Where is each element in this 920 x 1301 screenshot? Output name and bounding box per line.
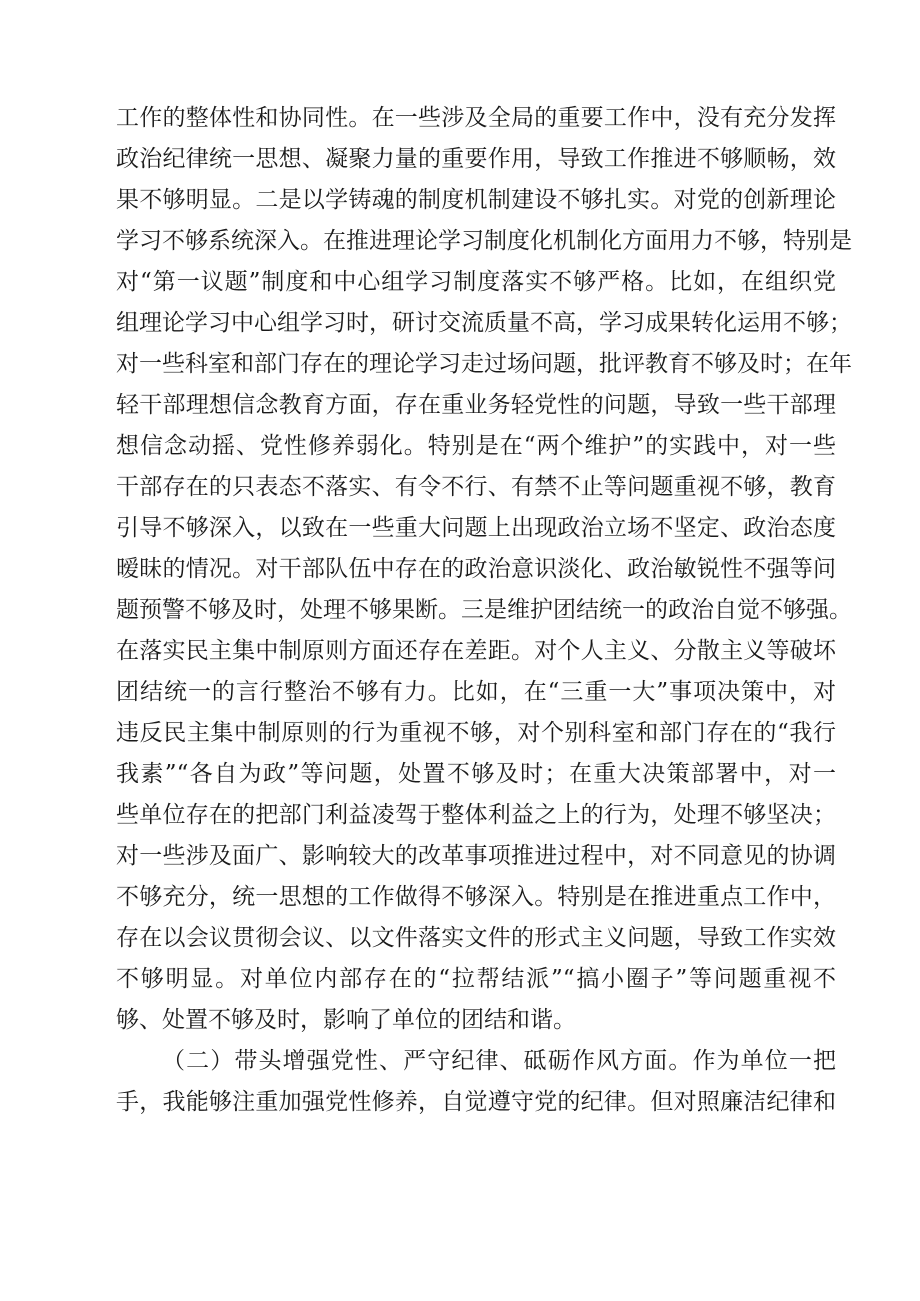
text-line: 政治纪律统一思想、凝聚力量的重要作用，导致工作推进不够顺畅，效: [116, 146, 836, 172]
text-line: 引导不够深入，以致在一些重大问题上出现政治立场不坚定、政治态度: [116, 515, 836, 541]
text-line: 学习不够系统深入。在推进理论学习制度化机制化方面用力不够，特别是: [116, 228, 852, 254]
text-line: 对一些涉及面广、影响较大的改革事项推进过程中，对不同意见的协调: [116, 843, 836, 869]
text-line: 题预警不够及时，处理不够果断。三是维护团结统一的政治自觉不够强。: [116, 597, 852, 623]
text-line: 干部存在的只表态不落实、有令不行、有禁不止等问题重视不够，教育: [116, 474, 836, 500]
text-line: 组理论学习中心组学习时，研讨交流质量不高，学习成果转化运用不够；: [116, 310, 852, 336]
body-text: [116, 98, 852, 1123]
text-line: 存在以会议贯彻会议、以文件落实文件的形式主义问题，导致工作实效: [116, 925, 836, 951]
text-line: 我素”“各自为政”等问题，处置不够及时；在重大决策部署中，对一: [116, 761, 836, 787]
text-line: 暧昧的情况。对干部队伍中存在的政治意识淡化、政治敏锐性不强等问: [116, 556, 836, 582]
section-heading-line: （二）带头增强党性、严守纪律、砥砺作风方面。作为单位一把: [162, 1048, 836, 1074]
paragraph-end-line: 够、处置不够及时，影响了单位的团结和谐。: [116, 1007, 576, 1033]
text-line: 对“第一议题”制度和中心组学习制度落实不够严格。比如，在组织党: [116, 269, 836, 295]
text-line: 团结统一的言行整治不够有力。比如，在“三重一大”事项决策中，对: [116, 679, 836, 705]
text-line: 在落实民主集中制原则方面还存在差距。对个人主义、分散主义等破坏: [116, 638, 836, 664]
text-line: 手，我能够注重加强党性修养，自觉遵守党的纪律。但对照廉洁纪律和: [116, 1089, 836, 1115]
text-line: 果不够明显。二是以学铸魂的制度机制建设不够扎实。对党的创新理论: [116, 187, 836, 213]
text-line: 不够明显。对单位内部存在的“拉帮结派”“搞小圈子”等问题重视不: [116, 966, 836, 992]
text-line: 想信念动摇、党性修养弱化。特别是在“两个维护”的实践中，对一些: [116, 433, 836, 459]
text-line: 工作的整体性和协同性。在一些涉及全局的重要工作中，没有充分发挥: [116, 105, 836, 131]
text-line: 轻干部理想信念教育方面，存在重业务轻党性的问题，导致一些干部理: [116, 392, 836, 418]
text-line: 对一些科室和部门存在的理论学习走过场问题，批评教育不够及时；在年: [116, 351, 852, 377]
text-line: 不够充分，统一思想的工作做得不够深入。特别是在推进重点工作中，: [116, 884, 836, 910]
text-line: 违反民主集中制原则的行为重视不够，对个别科室和部门存在的“我行: [116, 720, 836, 746]
text-line: 些单位存在的把部门利益凌驾于整体利益之上的行为，处理不够坚决；: [116, 802, 836, 828]
